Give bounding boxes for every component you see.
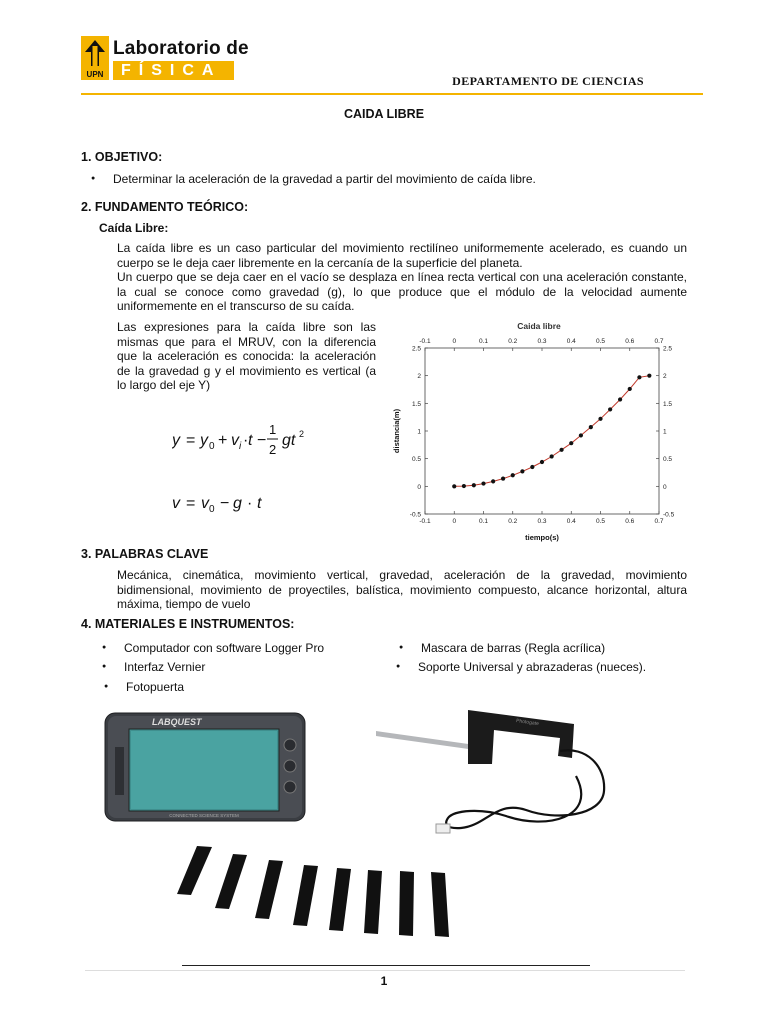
x-tick-label-bottom: 0.5 — [595, 518, 606, 525]
upn-logo-mark — [81, 36, 109, 80]
svg-text:v: v — [201, 495, 209, 512]
y-tick-label-left: -0.5 — [409, 511, 421, 519]
logo-title-line1: Laboratorio de — [113, 38, 249, 59]
x-tick-label-top: 0.7 — [654, 338, 664, 345]
material-item: ● Computador con software Logger Pro — [124, 641, 324, 655]
svg-text:−: − — [220, 495, 230, 512]
data-point — [530, 465, 534, 469]
x-tick-label-top: 0 — [452, 338, 457, 345]
svg-text:v: v — [172, 495, 180, 512]
x-tick-label-bottom: 0 — [452, 518, 457, 525]
svg-text:·: · — [247, 495, 253, 512]
svg-text:g: g — [233, 495, 242, 512]
section-objetivo-heading: 1. OBJETIVO: — [81, 150, 163, 164]
chart-fit-curve — [454, 376, 649, 487]
data-point — [559, 448, 563, 452]
x-tick-label-bottom: 0.3 — [537, 518, 547, 525]
department-label: DEPARTAMENTO DE CIENCIAS — [452, 74, 644, 88]
footer-faint-rule — [85, 970, 685, 971]
data-point — [501, 476, 505, 480]
material-item: ● Soporte Universal y abrazaderas (nueces). — [418, 660, 646, 674]
data-point — [579, 433, 583, 437]
y-tick-label-left: 1 — [417, 428, 421, 436]
svg-text:t: t — [257, 495, 262, 512]
equation-velocity — [172, 490, 292, 523]
svg-text:t: t — [248, 432, 253, 449]
x-tick-label-bottom: 0.2 — [508, 518, 518, 525]
svg-text:0: 0 — [209, 504, 215, 515]
data-point — [637, 375, 641, 379]
chart-plot-frame — [425, 348, 659, 514]
objetivo-bullet: ● Determinar la aceleración de la gravedad a partir del movimiento de caída libre. — [113, 172, 536, 186]
y-tick-label-left: 2 — [417, 373, 421, 381]
svg-text:=: = — [186, 432, 196, 449]
chart-y-label: distancia(m) — [392, 408, 401, 454]
logo-mark-text: UPN — [86, 70, 104, 79]
svg-text:·: · — [243, 432, 249, 449]
material-item: ● Interfaz Vernier — [124, 660, 205, 674]
x-tick-label-bottom: 0.4 — [566, 518, 576, 525]
y-tick-label-right: 0.5 — [663, 456, 673, 464]
y-tick-label-right: 1.5 — [663, 400, 673, 408]
data-point — [647, 374, 651, 378]
labquest-brand: LABQUEST — [152, 717, 202, 727]
svg-text:+: + — [218, 432, 228, 449]
fundamento-paragraph-1: La caída libre es un caso particular del movimiento rectilíneo uniformemente acelerado, es cuando un cuerpo se le deja caer libremente en la cercanía de la superficie del planeta. — [117, 241, 687, 270]
caida-libre-subheading: Caída Libre: — [99, 221, 169, 235]
data-point — [628, 387, 632, 391]
footer-rule — [182, 965, 590, 966]
chart-title: Caida libre — [517, 321, 561, 331]
y-tick-label-right: 1 — [663, 428, 667, 436]
y-tick-label-right: 2.5 — [663, 345, 673, 353]
chart-x-label: tiempo(s) — [525, 533, 559, 542]
svg-text:−: − — [257, 432, 267, 449]
svg-text:y: y — [172, 432, 180, 449]
section-palabras-heading: 3. PALABRAS CLAVE — [81, 547, 209, 561]
y-tick-label-right: 0 — [663, 483, 667, 491]
equation-position — [172, 420, 342, 469]
logo-title-line2: FÍSICA — [113, 61, 234, 80]
chart-points — [452, 374, 651, 489]
x-tick-label-top: -0.1 — [419, 338, 431, 345]
barras-mask-image — [177, 840, 453, 970]
labquest-device-image — [104, 707, 308, 830]
data-point — [589, 425, 593, 429]
svg-text:0: 0 — [209, 441, 215, 452]
section-materiales-heading: 4. MATERIALES E INSTRUMENTOS: — [81, 617, 295, 631]
data-point — [540, 460, 544, 464]
x-tick-label-bottom: 0.6 — [625, 518, 635, 525]
svg-text:1: 1 — [269, 422, 277, 437]
chart-svg — [383, 316, 693, 546]
data-point — [511, 473, 515, 477]
x-tick-label-bottom: 0.1 — [478, 518, 489, 525]
data-point — [462, 484, 466, 488]
svg-text:gt: gt — [282, 432, 296, 449]
document-title: CAIDA LIBRE — [343, 107, 425, 121]
x-tick-label-top: 0.2 — [508, 338, 518, 345]
svg-text:=: = — [186, 495, 196, 512]
data-point — [618, 397, 622, 401]
fundamento-paragraph-3: Las expresiones para la caída libre son las mismas que para el MRUV, con la diferencia que la aceleración es conocida: la aceleración de la gravedad g y el movimiento es vertical (a lo largo del eje Y) — [117, 320, 376, 393]
material-item: ● Fotopuerta — [126, 680, 184, 694]
page-number: 1 — [380, 974, 388, 988]
y-tick-label-left: 0 — [417, 483, 421, 491]
data-point — [472, 483, 476, 487]
data-point — [550, 454, 554, 458]
material-item: ● Mascara de barras (Regla acrílica) — [421, 641, 605, 655]
y-tick-label-left: 0.5 — [411, 456, 421, 464]
palabras-clave-text: Mecánica, cinemática, movimiento vertical, gravedad, aceleración de la gravedad, movimiento bidimensional, movimiento de proyectiles, balística, movimiento compuesto, alcance horizontal, altura máxima, tiempo de vuelo — [117, 568, 687, 612]
svg-text:2: 2 — [269, 442, 277, 457]
svg-text:2: 2 — [299, 429, 305, 439]
data-point — [452, 484, 456, 488]
data-point — [608, 407, 612, 411]
y-tick-label-right: 2 — [663, 373, 667, 381]
fundamento-paragraph-2: Un cuerpo que se deja caer en el vacío se desplaza en línea recta vertical con una aceleración constante, la cual se conoce como gravedad (g), lo que produce que el módulo de la velocidad aumente uniformemente en el transcurso de su caída. — [117, 270, 687, 314]
x-tick-label-bottom: 0.7 — [654, 518, 664, 525]
x-tick-label-top: 0.5 — [595, 338, 606, 345]
x-tick-label-top: 0.3 — [537, 338, 547, 345]
svg-text:v: v — [231, 432, 239, 449]
data-point — [481, 481, 485, 485]
data-point — [569, 441, 573, 445]
x-tick-label-top: 0.4 — [566, 338, 576, 345]
section-fundamento-heading: 2. FUNDAMENTO TEÓRICO: — [81, 200, 249, 214]
data-point — [598, 417, 602, 421]
svg-text:y: y — [200, 432, 208, 449]
labquest-footer: CONNECTED SCIENCE SYSTEM — [169, 813, 239, 818]
photogate-image — [376, 706, 616, 861]
y-tick-label-right: -0.5 — [663, 511, 675, 519]
data-point — [491, 479, 495, 483]
x-tick-label-top: 0.6 — [625, 338, 635, 345]
svg-text:i: i — [239, 441, 242, 452]
x-tick-label-top: 0.1 — [478, 338, 489, 345]
photogate-label: Photogate — [515, 718, 540, 728]
chart-ticks — [410, 338, 675, 525]
header-rule — [81, 93, 703, 95]
x-tick-label-bottom: -0.1 — [419, 518, 431, 525]
caida-libre-chart — [383, 316, 693, 551]
data-point — [520, 469, 524, 473]
y-tick-label-left: 2.5 — [411, 345, 421, 353]
y-tick-label-left: 1.5 — [411, 400, 421, 408]
